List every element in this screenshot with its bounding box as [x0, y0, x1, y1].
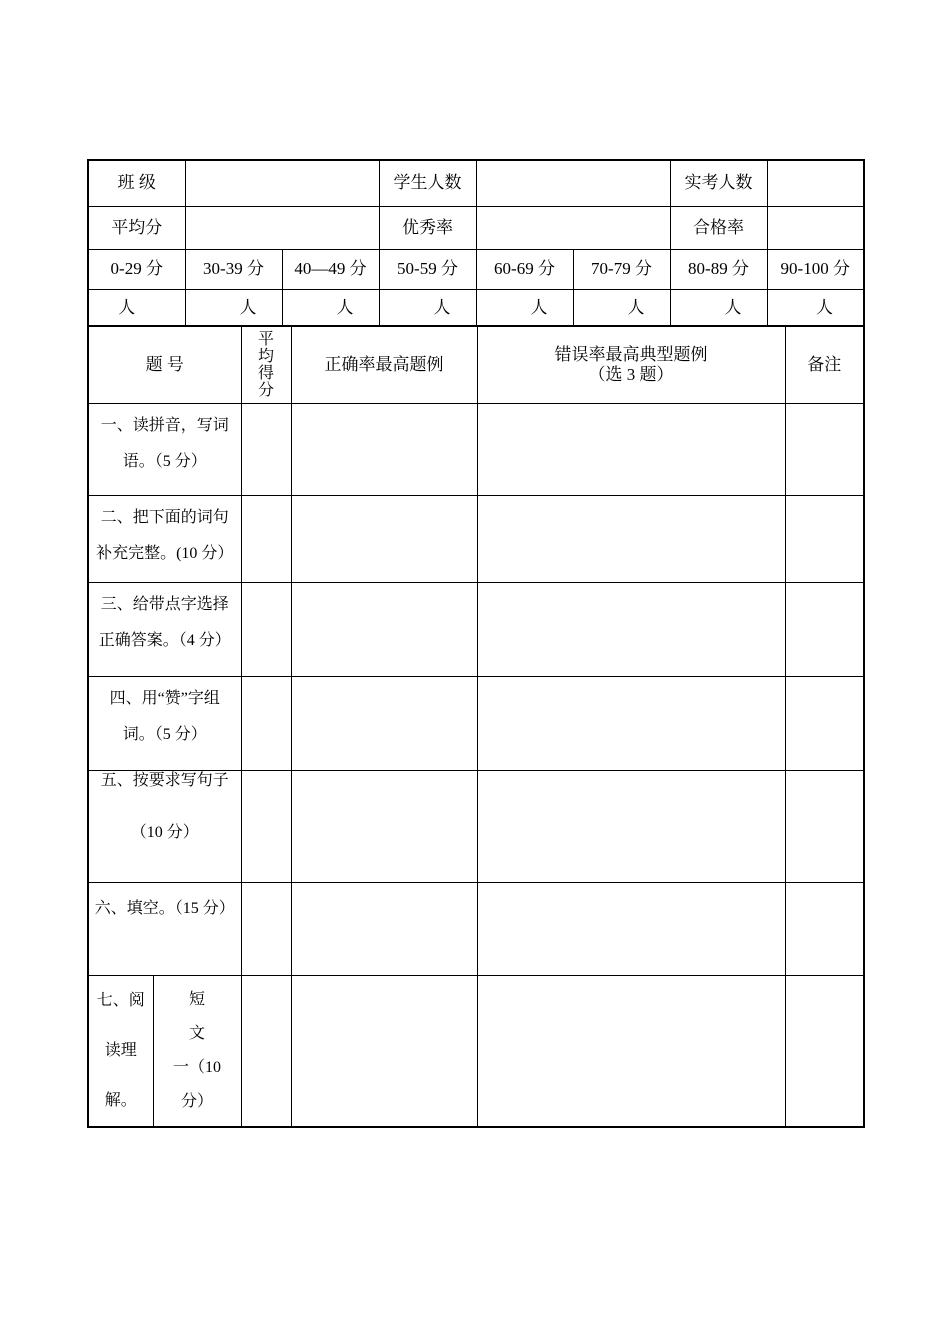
highest-correct-header: 正确率最高题例: [291, 326, 477, 404]
summary-table: [87, 159, 865, 327]
item-error-4[interactable]: [477, 677, 785, 771]
item-error-2[interactable]: [477, 496, 785, 583]
highest-error-note: （选 3 题）: [588, 364, 674, 384]
range-3: 50-59 分: [379, 249, 476, 289]
item-avg-2[interactable]: [241, 496, 291, 583]
person-7[interactable]: 人: [767, 289, 864, 326]
item-remarks-7[interactable]: [785, 976, 864, 1128]
item-error-3[interactable]: [477, 583, 785, 677]
item-label-6: [88, 883, 241, 976]
reading-sub-line: 分）: [180, 1093, 213, 1110]
item-line2: 词。（5 分）: [122, 726, 207, 743]
item-row-1: [88, 404, 864, 496]
item-correct-1[interactable]: [291, 404, 477, 496]
range-7: 90-100 分: [767, 249, 864, 289]
pass-value[interactable]: [767, 206, 864, 249]
excellent-value[interactable]: [476, 206, 670, 249]
reading-line: 七、阅: [96, 992, 145, 1009]
item-row-4: [88, 677, 864, 771]
item-label-2: [88, 496, 241, 583]
item-error-7[interactable]: [477, 976, 785, 1128]
item-remarks-3[interactable]: [785, 583, 864, 677]
remarks-header: 备注: [785, 326, 864, 404]
item-row-6: [88, 883, 864, 976]
item-row-5: [88, 771, 864, 883]
item-line1: 五、按要求写句子: [100, 772, 229, 789]
item-correct-3[interactable]: [291, 583, 477, 677]
item-line1: 三、给带点字选择: [100, 596, 229, 613]
item-avg-5[interactable]: [241, 771, 291, 883]
item-remarks-4[interactable]: [785, 677, 864, 771]
item-label-4: [88, 677, 241, 771]
reading-label: [88, 976, 153, 1128]
class-label: 班 级: [88, 160, 185, 206]
range-0: 0-29 分: [88, 249, 185, 289]
class-value[interactable]: [185, 160, 379, 206]
range-4: 60-69 分: [476, 249, 573, 289]
range-5: 70-79 分: [573, 249, 670, 289]
avg-score-header-text: 平均得分: [257, 330, 274, 399]
item-avg-3[interactable]: [241, 583, 291, 677]
highest-error-title: 错误率最高典型题例: [554, 344, 708, 364]
avg-value[interactable]: [185, 206, 379, 249]
person-count-row: [88, 289, 864, 326]
question-no-header: 题 号: [88, 326, 241, 404]
reading-sub-line: 一（10: [172, 1059, 221, 1076]
item-line1: 六、填空。（15 分）: [94, 900, 235, 917]
reading-sub-line: 文: [188, 1025, 205, 1042]
reading-sub-line: 短: [188, 991, 205, 1008]
item-correct-4[interactable]: [291, 677, 477, 771]
highest-error-header: [477, 326, 785, 404]
item-correct-2[interactable]: [291, 496, 477, 583]
item-avg-4[interactable]: [241, 677, 291, 771]
range-1: 30-39 分: [185, 249, 282, 289]
score-range-row: [88, 249, 864, 289]
item-remarks-2[interactable]: [785, 496, 864, 583]
pass-label: 合格率: [670, 206, 767, 249]
avg-score-header: [241, 326, 291, 404]
summary-row-class: [88, 160, 864, 206]
item-line1: 一、读拼音，写词: [100, 417, 229, 434]
item-line2: （10 分）: [130, 824, 199, 841]
item-label-3: [88, 583, 241, 677]
item-remarks-1[interactable]: [785, 404, 864, 496]
students-value[interactable]: [476, 160, 670, 206]
item-label-1: [88, 404, 241, 496]
students-label: 学生人数: [379, 160, 476, 206]
actual-value[interactable]: [767, 160, 864, 206]
item-correct-5[interactable]: [291, 771, 477, 883]
range-6: 80-89 分: [670, 249, 767, 289]
item-avg-6[interactable]: [241, 883, 291, 976]
person-6[interactable]: 人: [670, 289, 767, 326]
person-5[interactable]: 人: [573, 289, 670, 326]
item-remarks-6[interactable]: [785, 883, 864, 976]
detail-header-row: [88, 326, 864, 404]
summary-row-avg: [88, 206, 864, 249]
person-3[interactable]: 人: [379, 289, 476, 326]
item-error-1[interactable]: [477, 404, 785, 496]
actual-label: 实考人数: [670, 160, 767, 206]
reading-line: 解。: [104, 1092, 137, 1109]
item-line2: 正确答案。（4 分）: [98, 632, 231, 649]
avg-label: 平均分: [88, 206, 185, 249]
item-line1: 二、把下面的词句: [100, 509, 229, 526]
range-2: 40—49 分: [282, 249, 379, 289]
person-2[interactable]: 人: [282, 289, 379, 326]
excellent-label: 优秀率: [379, 206, 476, 249]
item-line2: 语。（5 分）: [122, 453, 207, 470]
person-1[interactable]: 人: [185, 289, 282, 326]
item-row-3: [88, 583, 864, 677]
item-error-5[interactable]: [477, 771, 785, 883]
item-row-7: [88, 976, 864, 1128]
item-line2: 补充完整。(10 分）: [96, 545, 234, 562]
item-remarks-5[interactable]: [785, 771, 864, 883]
item-avg-1[interactable]: [241, 404, 291, 496]
item-correct-7[interactable]: [291, 976, 477, 1128]
reading-sub-label: [153, 976, 241, 1128]
item-correct-6[interactable]: [291, 883, 477, 976]
item-label-5: [88, 771, 241, 883]
item-line1: 四、用“赞”字组: [109, 690, 220, 707]
item-row-2: [88, 496, 864, 583]
detail-table: [87, 325, 865, 1128]
person-0[interactable]: 人: [88, 289, 185, 326]
person-4[interactable]: 人: [476, 289, 573, 326]
item-error-6[interactable]: [477, 883, 785, 976]
item-avg-7[interactable]: [241, 976, 291, 1128]
reading-line: 读理: [104, 1042, 137, 1059]
